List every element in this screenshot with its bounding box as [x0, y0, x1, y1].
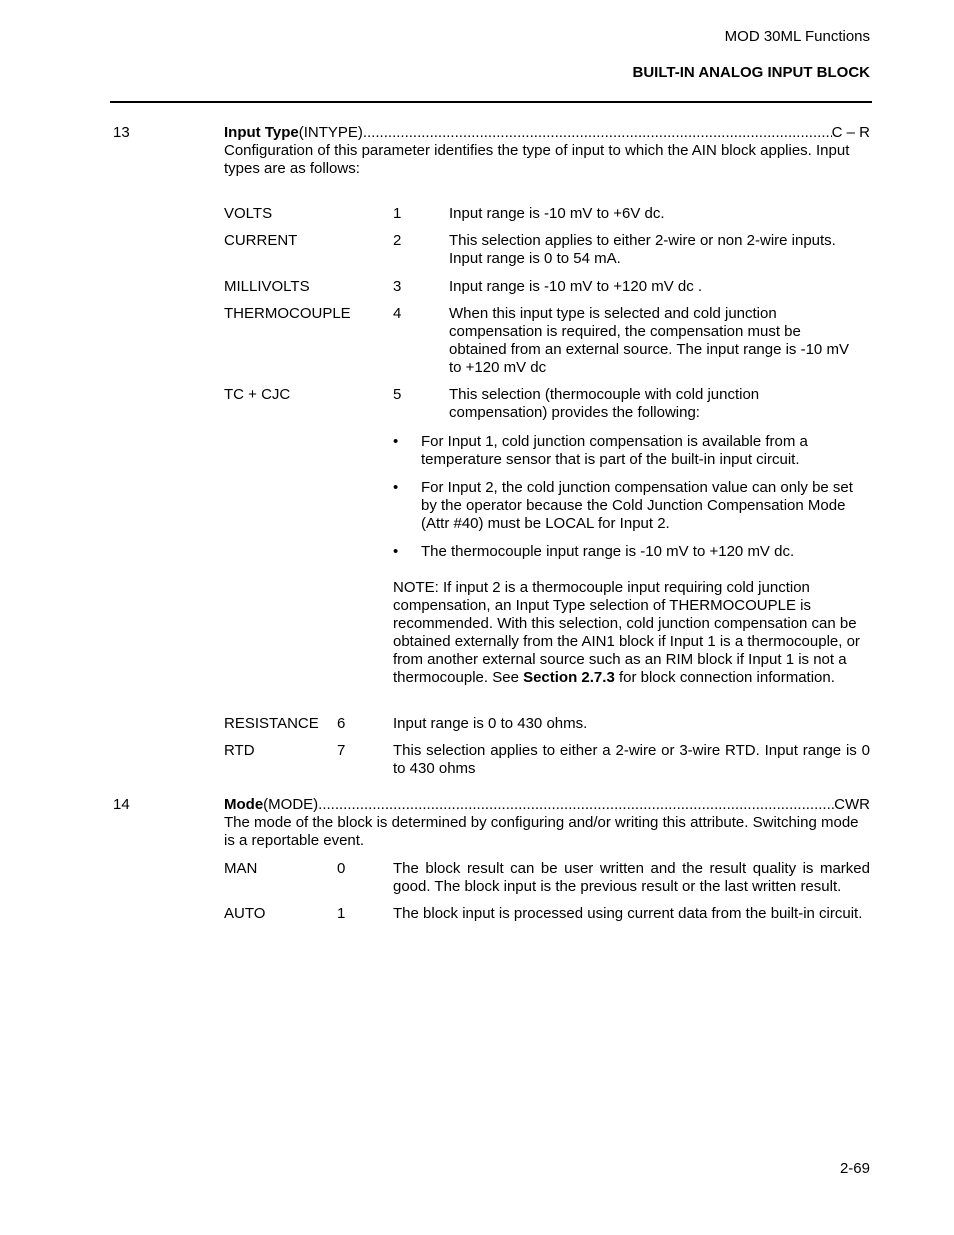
- type-rtd-desc: This selection applies to either a 2-wire or 3-wire RTD. Input range is 0 to 430 ohms: [393, 742, 870, 777]
- type-tc-cjc-desc: This selection (thermocouple with cold junction compensation) provides the following:: [449, 386, 760, 421]
- type-tc-cjc-code: 5: [393, 386, 402, 403]
- header-rule: [110, 101, 872, 103]
- type-resistance-desc: Input range is 0 to 430 ohms.: [393, 715, 588, 732]
- attr14-dot-leader: [318, 796, 834, 814]
- attr13-number: 13: [113, 124, 130, 141]
- page-number: 2-69: [839, 1160, 870, 1177]
- bullet-item: The thermocouple input range is -10 mV to +120 mV dc.: [421, 543, 795, 560]
- note-section-ref: Section 2.7.3: [523, 669, 615, 686]
- running-header-title: MOD 30ML Functions: [724, 28, 870, 45]
- type-millivolts-desc: Input range is -10 mV to +120 mV dc .: [449, 278, 703, 295]
- attr14-access: CWR: [834, 796, 870, 813]
- bullet-marker: •: [393, 479, 399, 496]
- type-current-name: CURRENT: [224, 232, 298, 249]
- attr14-number: 14: [113, 796, 130, 813]
- type-tc-cjc-name: TC + CJC: [224, 386, 291, 403]
- type-thermocouple-name: THERMOCOUPLE: [224, 305, 351, 322]
- mode-man-desc: The block result can be user written and the result quality is marked good. The block input is the previous result or the last written result.: [393, 860, 870, 895]
- type-thermocouple-desc: When this input type is selected and cold junction compensation is required, the compensation must be obtained from an external source. The input range is -10 mV to +120 mV dc: [449, 305, 849, 376]
- mode-auto-code: 1: [337, 905, 346, 922]
- type-thermocouple-code: 4: [393, 305, 402, 322]
- mode-man-name: MAN: [224, 860, 258, 877]
- mode-man-code: 0: [337, 860, 346, 877]
- type-millivolts-name: MILLIVOLTS: [224, 278, 310, 295]
- attr13-description: Configuration of this parameter identifies the type of input to which the AIN block applies. Input types are as follows:: [224, 142, 850, 177]
- type-millivolts-code: 3: [393, 278, 402, 295]
- attr14-heading: [224, 796, 870, 814]
- attr13-mnemonic: (INTYPE): [298, 124, 363, 141]
- note-text-end: for block connection information.: [614, 669, 835, 686]
- attr14-name: Mode: [224, 796, 264, 813]
- running-header-section: BUILT-IN ANALOG INPUT BLOCK: [632, 64, 870, 81]
- mode-auto-desc: The block input is processed using current data from the built-in circuit.: [393, 905, 863, 922]
- type-rtd-code: 7: [337, 742, 346, 759]
- bullet-marker: •: [393, 433, 399, 450]
- type-volts-desc: Input range is -10 mV to +6V dc.: [449, 205, 665, 222]
- attr13-name: Input Type: [224, 124, 299, 141]
- bullet-item: For Input 1, cold junction compensation is available from a temperature sensor that is part of the built-in input circuit.: [421, 433, 808, 468]
- note-text: NOTE: If input 2 is a thermocouple input requiring cold junction compensation, an Input Type selection of THERMOCOUPLE is recommended. With this selection, cold junction compensation can be obtained externally from the AIN1 block if Input 1 is a thermocouple, or from another external source such as an RIM block if Input 1 is not a thermocouple. See: [393, 579, 860, 686]
- type-current-code: 2: [393, 232, 402, 249]
- bullet-marker: •: [393, 543, 399, 560]
- attr14-description: The mode of the block is determined by configuring and/or writing this attribute. Switching mode is a reportable event.: [224, 814, 859, 849]
- type-resistance-code: 6: [337, 715, 346, 732]
- type-rtd-name: RTD: [224, 742, 255, 759]
- attr13-access: C – R: [831, 124, 870, 141]
- bullet-item: For Input 2, the cold junction compensation value can only be set by the operator because the Cold Junction Compensation Mode (Attr #40) must be LOCAL for Input 2.: [421, 479, 853, 532]
- type-volts-name: VOLTS: [224, 205, 273, 222]
- tc-cjc-note: [393, 579, 871, 687]
- mode-auto-name: AUTO: [224, 905, 266, 922]
- attr14-mnemonic: (MODE): [263, 796, 319, 813]
- type-resistance-name: RESISTANCE: [224, 715, 319, 732]
- type-current-desc: This selection applies to either 2-wire or non 2-wire inputs. Input range is 0 to 54 mA.: [449, 232, 836, 267]
- attr13-dot-leader: [363, 124, 832, 142]
- type-volts-code: 1: [393, 205, 402, 222]
- attr13-heading: [224, 124, 870, 142]
